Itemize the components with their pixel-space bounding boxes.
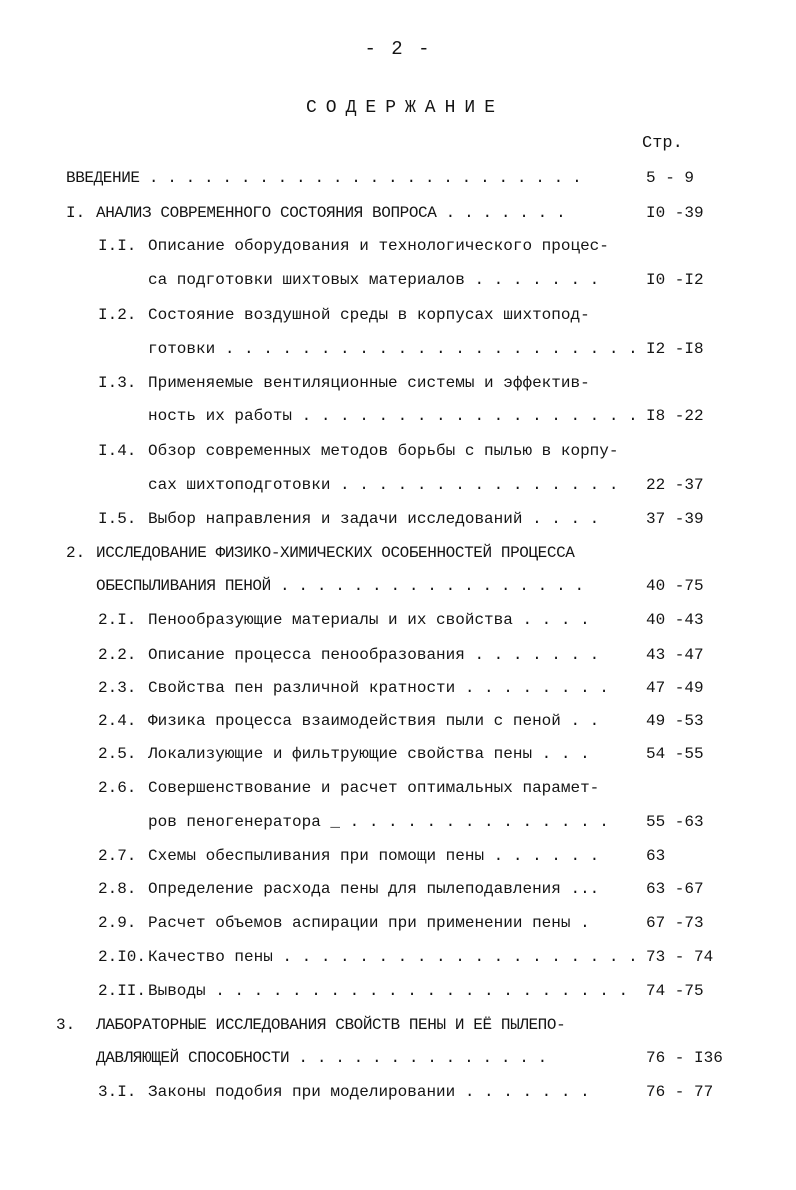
toc-pages: I2 -I8 [646, 340, 704, 358]
toc-entry-line: сах шихтоподготовки . . . . . . . . . . . . . . . [148, 476, 619, 494]
page-column-header: Стр. [642, 134, 683, 153]
toc-entry-line: Схемы обеспыливания при помощи пены . . . . . . [148, 847, 600, 865]
toc-pages: 74 -75 [646, 982, 704, 1000]
toc-number: I. [66, 204, 86, 222]
toc-entry-line: Пенообразующие материалы и их свойства . . . . [148, 611, 590, 629]
toc-number: 3.I. [98, 1083, 137, 1101]
toc-entry-chapter-1: АНАЛИЗ СОВРЕМЕННОГО СОСТОЯНИЯ ВОПРОСА . . . . . . . [96, 204, 566, 222]
toc-entry-line: Описание оборудования и технологического процес- [148, 237, 609, 255]
toc-number: 2.8. [98, 880, 137, 898]
toc-entry-line: Расчет объемов аспирации при применении пены . [148, 914, 590, 932]
toc-pages: 76 - I36 [646, 1049, 723, 1067]
toc-number: I.I. [98, 237, 137, 255]
toc-pages: 63 -67 [646, 880, 704, 898]
toc-pages: I0 -39 [646, 204, 704, 222]
toc-number: 2.5. [98, 745, 137, 763]
toc-pages: I8 -22 [646, 407, 704, 425]
toc-pages: 49 -53 [646, 712, 704, 730]
toc-entry-line: Обзор современных методов борьбы с пылью в корпу- [148, 442, 619, 460]
page-title: СОДЕРЖАНИЕ [305, 98, 505, 118]
toc-entry-intro: ВВЕДЕНИЕ . . . . . . . . . . . . . . . . . . . . . . . . [66, 169, 582, 187]
toc-entry-line: Свойства пен различной кратности . . . . . . . . [148, 679, 609, 697]
toc-entry-chapter-3: ЛАБОРАТОРНЫЕ ИССЛЕДОВАНИЯ СВОЙСТВ ПЕНЫ И ЕЁ ПЫЛЕПО- [96, 1016, 566, 1034]
toc-entry-line: Выбор направления и задачи исследований . . . . [148, 510, 600, 528]
toc-number: 2.2. [98, 646, 137, 664]
toc-number: 2.I0. [98, 948, 147, 966]
toc-pages: 22 -37 [646, 476, 704, 494]
toc-entry-line: готовки . . . . . . . . . . . . . . . . . . . . . . [148, 340, 638, 358]
toc-pages: 40 -43 [646, 611, 704, 629]
toc-number: 2.9. [98, 914, 137, 932]
toc-pages: 67 -73 [646, 914, 704, 932]
toc-pages: 63 [646, 847, 666, 865]
toc-entry-line: Состояние воздушной среды в корпусах шихтопод- [148, 306, 590, 324]
toc-number: 2.I. [98, 611, 137, 629]
toc-number: 2.7. [98, 847, 137, 865]
toc-pages: 76 - 77 [646, 1083, 714, 1101]
toc-entry-line: Совершенствование и расчет оптимальных парамет- [148, 779, 600, 797]
toc-entry-line: ДАВЛЯЮЩЕЙ СПОСОБНОСТИ . . . . . . . . . . . . . . [96, 1049, 547, 1067]
toc-pages: 43 -47 [646, 646, 704, 664]
toc-number: 2.4. [98, 712, 137, 730]
toc-number: 2.3. [98, 679, 137, 697]
page-number: - 2 - [364, 38, 432, 60]
toc-entry-line: ров пеногенератора _ . . . . . . . . . . . . . . [148, 813, 609, 831]
toc-number: 2.II. [98, 982, 147, 1000]
toc-number: 2.6. [98, 779, 137, 797]
toc-entry-line: Качество пены . . . . . . . . . . . . . . . . . . . [148, 948, 638, 966]
toc-entry-line: ность их работы . . . . . . . . . . . . . . . . . . [148, 407, 638, 425]
toc-entry-line: Определение расхода пены для пылеподавления ... [148, 880, 600, 898]
toc-pages: 73 - 74 [646, 948, 714, 966]
toc-pages: 47 -49 [646, 679, 704, 697]
toc-number: 2. [66, 544, 86, 562]
toc-pages: 40 -75 [646, 577, 704, 595]
toc-number: I.4. [98, 442, 137, 460]
toc-pages: 5 - 9 [646, 169, 695, 187]
toc-number: 3. [56, 1016, 76, 1034]
toc-pages: I0 -I2 [646, 271, 704, 289]
toc-entry-line: са подготовки шихтовых материалов . . . . . . . [148, 271, 600, 289]
toc-pages: 37 -39 [646, 510, 704, 528]
toc-entry-line: Локализующие и фильтрующие свойства пены . . . [148, 745, 590, 763]
toc-entry-line: Описание процесса пенообразования . . . . . . . [148, 646, 600, 664]
toc-number: I.5. [98, 510, 137, 528]
toc-entry-line: Законы подобия при моделировании . . . . . . . [148, 1083, 590, 1101]
toc-entry-line: Физика процесса взаимодействия пыли с пеной . . [148, 712, 600, 730]
toc-number: I.3. [98, 374, 137, 392]
toc-entry-chapter-2: ИССЛЕДОВАНИЕ ФИЗИКО-ХИМИЧЕСКИХ ОСОБЕННОСТЕЙ ПРОЦЕССА [96, 544, 575, 562]
toc-number: I.2. [98, 306, 137, 324]
toc-entry-line: Применяемые вентиляционные системы и эффектив- [148, 374, 590, 392]
toc-pages: 55 -63 [646, 813, 704, 831]
toc-pages: 54 -55 [646, 745, 704, 763]
toc-entry-line: Выводы . . . . . . . . . . . . . . . . . . . . . . [148, 982, 629, 1000]
toc-entry-line: ОБЕСПЫЛИВАНИЯ ПЕНОЙ . . . . . . . . . . . . . . . . . [96, 577, 584, 595]
